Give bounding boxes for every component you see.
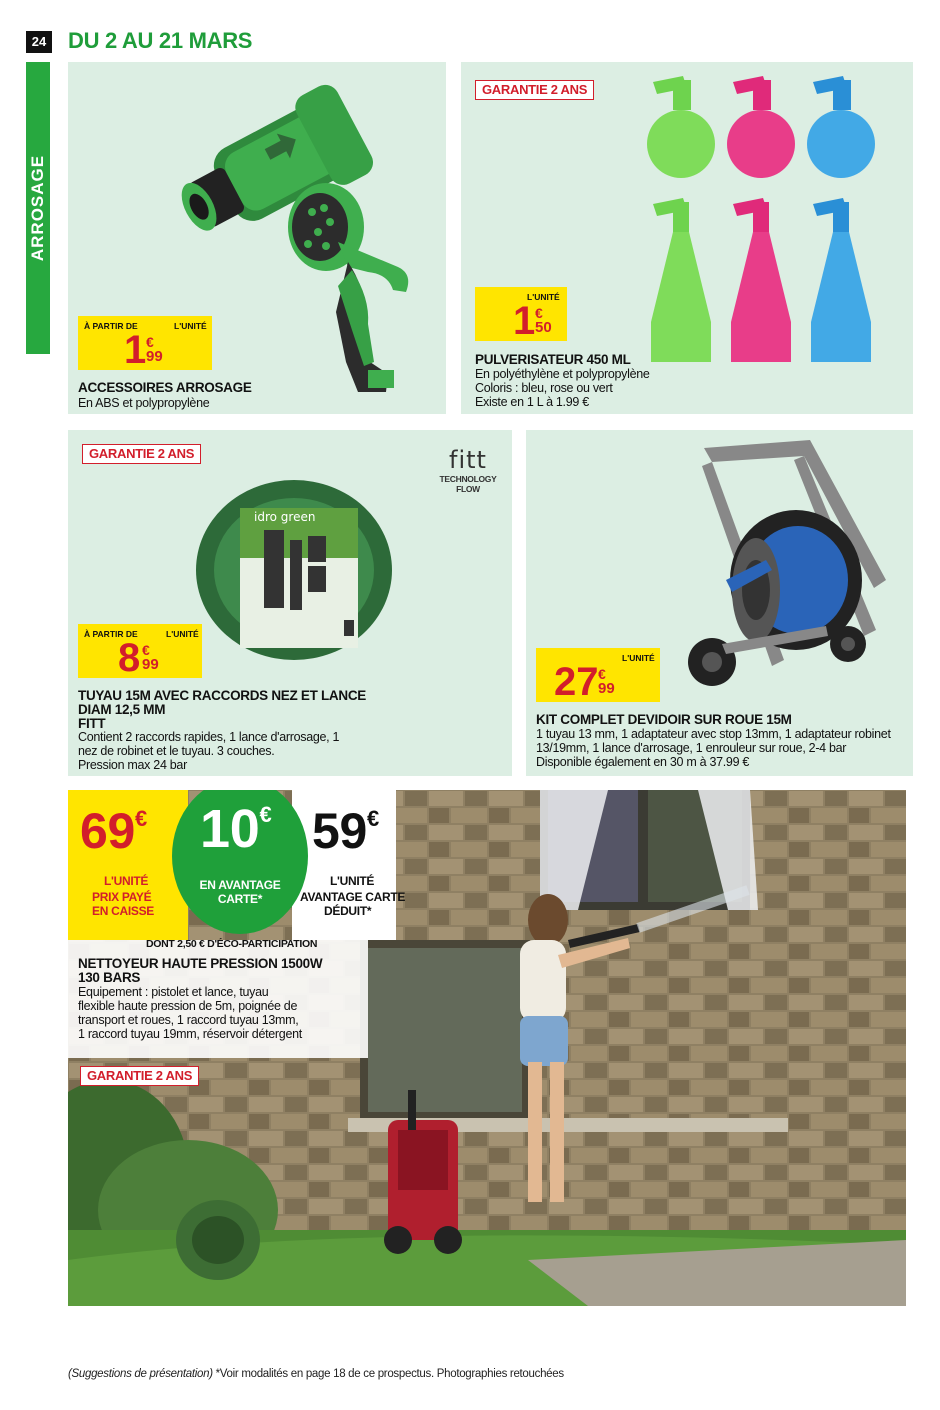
price-tag	[536, 648, 660, 702]
eco-participation: DONT 2,50 € D'ÉCO-PARTICIPATION	[146, 938, 318, 950]
product-description-line: Contient 2 raccords rapides, 1 lance d'arrosage, 1	[78, 730, 340, 744]
brand-name: fitt	[449, 446, 487, 474]
section-label: ARROSAGE	[28, 154, 47, 262]
price-decimals: 99	[142, 656, 159, 673]
product-description-line: Existe en 1 L à 1.99 €	[475, 395, 589, 409]
product-title: ACCESSOIRES ARROSAGE	[78, 380, 252, 395]
price-tag	[78, 316, 212, 370]
product-title-line: TUYAU 15M AVEC RACCORDS NEZ ET LANCE	[78, 688, 366, 703]
price-currency: €	[146, 334, 154, 350]
warranty-badge: GARANTIE 2 ANS	[80, 1066, 199, 1086]
product-description-line: 13/19mm, 1 lance d'arrosage, 1 enrouleur sur roue, 2-4 bar	[536, 741, 847, 755]
product-description-line: nez de robinet et le tuyau. 3 couches.	[78, 744, 275, 758]
warranty-badge: GARANTIE 2 ANS	[82, 444, 201, 464]
product-description-line: 1 raccord tuyau 19mm, réservoir détergent	[78, 1027, 302, 1041]
price-tag	[78, 624, 202, 678]
discount-label: EN AVANTAGE	[199, 878, 281, 892]
price-member	[312, 803, 379, 859]
product-title: KIT COMPLET DEVIDOIR SUR ROUE 15M	[536, 712, 792, 727]
product-description-line: Disponible également en 30 m à 37.99 €	[536, 755, 750, 769]
price-decimals: 99	[598, 680, 615, 697]
price-decimals: 99	[146, 348, 163, 365]
reel-panel	[526, 430, 913, 776]
product-title-line: DIAM 12,5 MM	[78, 702, 166, 717]
price-member-currency: €	[367, 806, 379, 831]
unit-label: L'UNITÉ	[174, 321, 207, 331]
unit-label: L'UNITÉ	[622, 653, 655, 663]
accessories-panel	[68, 62, 446, 414]
price-tag	[475, 287, 567, 341]
price-member-unit: L'UNITÉ	[330, 874, 375, 888]
hose-product-image	[68, 430, 512, 776]
discount-value: 10	[200, 799, 260, 859]
product-title-line: NETTOYEUR HAUTE PRESSION 1500W	[78, 956, 323, 971]
price-integer: 1	[513, 299, 536, 343]
price-paid-unit: L'UNITÉ	[104, 874, 149, 888]
product-description-line: Pression max 24 bar	[78, 758, 187, 772]
package-label: idro green	[254, 510, 316, 524]
product-title-line: 130 BARS	[78, 970, 141, 985]
page-number: 24	[26, 31, 52, 53]
product-title: PULVERISATEUR 450 ML	[475, 352, 631, 367]
product-description-line: flexible haute pression de 5m, poignée de	[78, 999, 298, 1013]
offer-dates: DU 2 AU 21 MARS	[68, 28, 253, 53]
sprayer-panel	[461, 62, 913, 414]
unit-label: L'UNITÉ	[166, 629, 199, 639]
product-title-line: FITT	[78, 716, 106, 731]
discount-label: CARTE*	[217, 892, 263, 906]
price-integer: 8	[118, 636, 141, 680]
price-integer: 1	[124, 328, 147, 372]
price-paid-currency: €	[135, 806, 147, 831]
price-member-label: AVANTAGE CARTE	[300, 890, 406, 904]
product-description-line: transport et roues, 1 raccord tuyau 13mm,	[78, 1013, 299, 1027]
product-description-line: Coloris : bleu, rose ou vert	[475, 381, 613, 395]
price-paid	[80, 803, 147, 859]
price-member-value: 59	[312, 803, 368, 859]
price-integer: 27	[554, 660, 599, 704]
discount-currency: €	[259, 802, 272, 827]
price-paid-label: PRIX PAYÉ	[92, 890, 152, 904]
section-tab	[26, 62, 50, 354]
price-from-label: À PARTIR DE	[84, 321, 138, 331]
hose-panel	[68, 430, 512, 776]
brand-tagline: TECHNOLOGY FLOW	[439, 474, 497, 494]
warranty-badge: GARANTIE 2 ANS	[475, 80, 594, 100]
price-from-label: À PARTIR DE	[84, 629, 138, 639]
price-currency: €	[598, 666, 606, 682]
product-description-line: En polyéthylène et polypropylène	[475, 367, 650, 381]
product-description-line: Equipement : pistolet et lance, tuyau	[78, 985, 269, 999]
unit-label: L'UNITÉ	[527, 292, 560, 302]
price-currency: €	[535, 305, 543, 321]
product-description: En ABS et polypropylène	[78, 396, 210, 410]
price-currency: €	[142, 642, 150, 658]
footer-note	[68, 1368, 564, 1380]
price-decimals: 50	[535, 319, 552, 336]
discount-amount	[200, 799, 272, 859]
pressure-washer-panel	[68, 790, 906, 1306]
price-paid-value: 69	[80, 803, 136, 859]
price-member-label: DÉDUIT*	[324, 904, 372, 918]
footer-text: *Voir modalités en page 18 de ce prospectus. Photographies retouchées	[212, 1368, 564, 1380]
footer-italic: (Suggestions de présentation)	[68, 1368, 213, 1380]
product-description-line: 1 tuyau 13 mm, 1 adaptateur avec stop 13mm, 1 adaptateur robinet	[536, 727, 891, 741]
price-paid-label: EN CAISSE	[92, 904, 154, 918]
